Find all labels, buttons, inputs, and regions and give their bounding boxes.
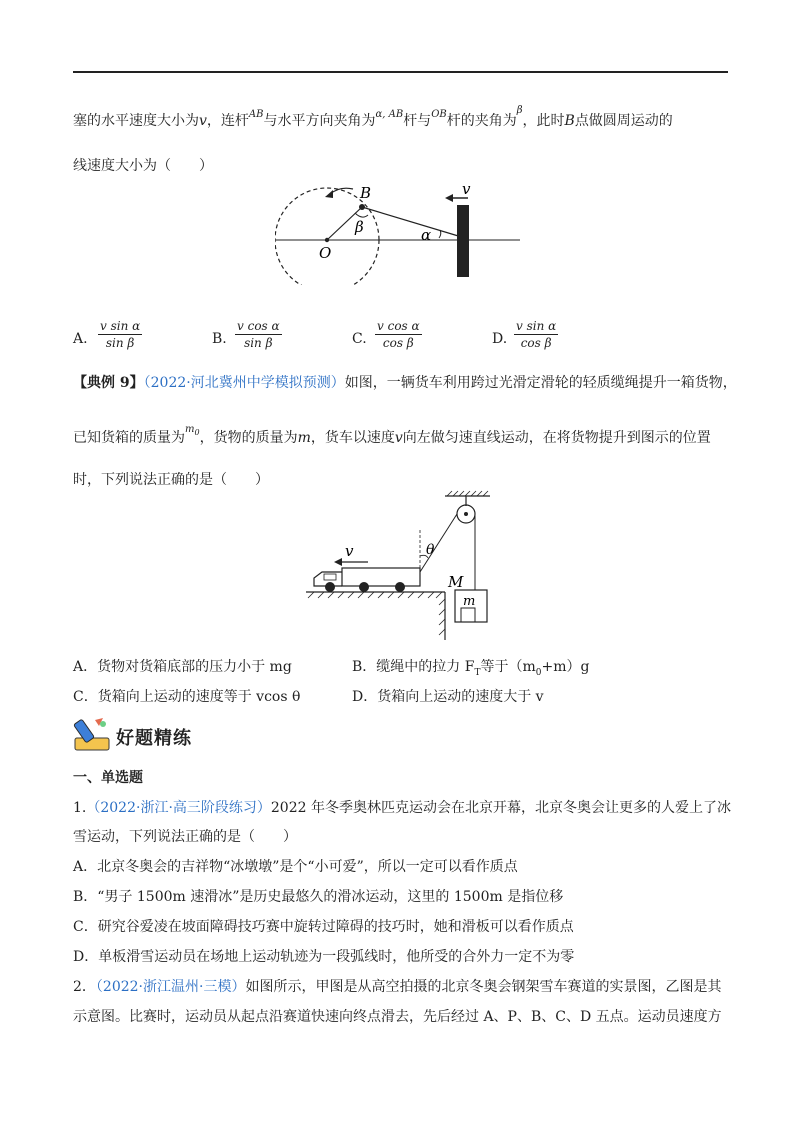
truck-window (324, 574, 336, 580)
p1-option-b: B．“男子 1500m 速滑冰”是历史最悠久的滑冰运动，这里的 1500m 是指位移 (73, 889, 564, 905)
label-theta: θ (426, 542, 435, 558)
point-b (359, 204, 365, 210)
q9-option-b: B．缆绳中的拉力 $F_T$等于$(m_0+m)g$ (352, 659, 590, 678)
p1-line2: 雪运动，下列说法正确的是（ ） (73, 829, 297, 845)
alpha-arc (439, 230, 441, 238)
q9-line1: 【典例 9】（2022·河北冀州中学模拟预测）如图，一辆货车利用跨过光滑定滑轮的轻质缆绳提升一箱货物， (73, 375, 737, 391)
q9-line3: 时，下列说法正确的是（ ） (73, 472, 269, 488)
piston (457, 205, 469, 277)
p1-option-d: D．单板滑雪运动员在场地上运动轨迹为一段弧线时，他所受的合外力一定不为零 (73, 949, 575, 965)
p2-line2: 示意图。比赛时，运动员从起点沿赛道快速向终点滑去，先后经过 A、P、B、C、D 五点。运动员速度方 (73, 1009, 722, 1025)
wheel-middle (359, 582, 369, 592)
q9-line2: 已知货箱的质量为$^{m_0}$，货物的质量为m，货车以速度v向左做匀速直线运动，在将货物提升到图示的位置 (73, 424, 711, 446)
q9-option-d: D．货箱向上运动的速度大于 v (352, 689, 544, 705)
q8-option-d: $\frac{\text{v sin α}}{\text{cos β}}$ (516, 319, 557, 350)
q8-option-a: $\frac{\text{v sin α}}{\text{sin β}}$ (100, 319, 141, 350)
pulley-axle (464, 512, 468, 516)
ground-hatch (308, 592, 445, 635)
label-m: m (463, 594, 476, 609)
q8-option-d-label: D. (492, 331, 508, 347)
p1-option-a: A．北京冬奥会的吉祥物“冰墩墩”是个“小可爱”，所以一定可以看作质点 (73, 859, 518, 875)
q8-option-b-label: B. (212, 331, 227, 347)
velocity-arrow-head (334, 558, 342, 566)
wheel-front (325, 582, 335, 592)
q8-line2: 线速度大小为（ ） (73, 158, 213, 174)
q9-option-c: C．货箱向上运动的速度等于 vcos θ (73, 689, 301, 705)
section-banner: 好题精练 (116, 728, 192, 749)
label-v: v (345, 542, 354, 560)
q9-option-a: A．货物对货箱底部的压力小于 mg (73, 659, 292, 675)
label-v: v (462, 180, 471, 198)
cargo-inner (461, 608, 475, 622)
ceiling-hatch (447, 491, 488, 496)
header-rule (73, 71, 728, 73)
label-b: B (360, 184, 372, 202)
q8-line1: 塞的水平速度大小为v，连杆$^{AB}$与水平方向夹角为$^{\alpha, AB}$杆与$^{OB}$杆的夹角为$^\beta$，此时B点做圆周运动的 (73, 105, 673, 129)
label-M: M (448, 573, 464, 591)
q8-option-b: $\frac{\text{v cos α}}{\text{sin β}}$ (237, 319, 280, 350)
p1-line1: 1.（2022·浙江·高三阶段练习）2022 年冬季奥林匹克运动会在北京开幕，北京冬奥会让更多的人爱上了冰 (73, 800, 731, 816)
rod-ab (362, 207, 465, 238)
q8-option-c-label: C. (352, 331, 367, 347)
label-beta: β (355, 218, 364, 236)
q9-figure (300, 490, 500, 640)
velocity-arrow-head (445, 194, 453, 202)
beta-arc (355, 213, 368, 217)
pencil-icon (73, 716, 113, 752)
rotation-arrow-head (325, 190, 333, 198)
wheel-rear (395, 582, 405, 592)
p2-line1: 2．（2022·浙江温州·三模）如图所示，甲图是从高空拍摄的北京冬奥会钢架雪车赛道的实景图，乙图是其 (73, 979, 722, 995)
point-o (325, 238, 329, 242)
p1-option-c: C．研究谷爱凌在坡面障碍技巧赛中旋转过障碍的技巧时，她和滑板可以看作质点 (73, 919, 574, 935)
label-o: O (319, 244, 332, 262)
q8-option-c: $\frac{\text{v cos α}}{\text{cos β}}$ (377, 319, 420, 350)
label-alpha: α (421, 226, 432, 244)
q8-option-a-label: A. (73, 331, 88, 347)
section-heading: 一、单选题 (73, 770, 143, 786)
truck-bed (342, 568, 420, 586)
circle-path (275, 188, 379, 285)
q8-figure (275, 180, 525, 285)
